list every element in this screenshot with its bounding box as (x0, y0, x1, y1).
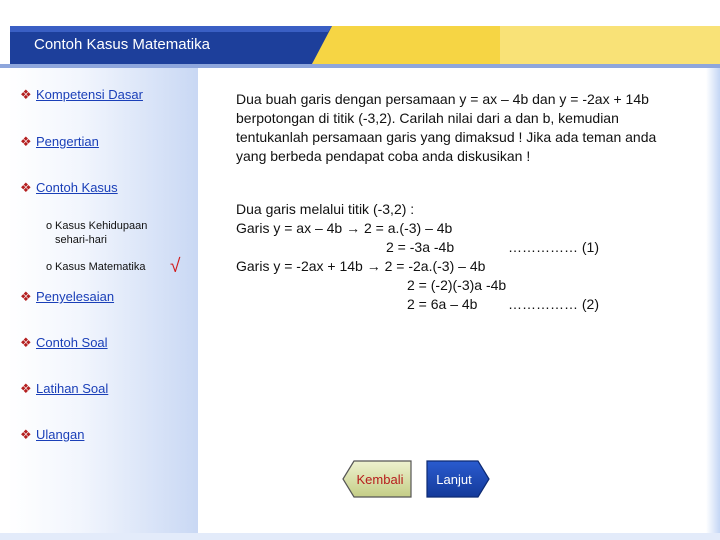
page-title: Contoh Kasus Matematika (34, 36, 210, 53)
back-button[interactable] (342, 460, 412, 498)
nav-ulangan[interactable] (20, 427, 84, 443)
header-bar (0, 0, 720, 68)
diamond-bullet-icon: ❖ (20, 381, 32, 396)
nav-label: Latihan Soal (36, 381, 109, 396)
header-graphic (0, 0, 720, 68)
circle-bullet-icon: o (46, 261, 53, 273)
subnav-label-line2: sehari-hari (55, 234, 107, 246)
diamond-bullet-icon: ❖ (20, 427, 32, 442)
nav-penyelesaian[interactable] (20, 289, 114, 305)
nav-contoh-soal[interactable] (20, 335, 108, 351)
nav-label: Pengertian (36, 134, 99, 149)
solution-line: 2 = (-2)(-3)a -4b (407, 277, 507, 293)
nav-label: Kompetensi Dasar (36, 87, 143, 102)
nav-contoh-kasus[interactable] (20, 180, 118, 196)
nav-label: Ulangan (36, 427, 85, 442)
subnav-label: Kasus Kehidupaan (55, 220, 148, 232)
nav-pengertian[interactable] (20, 134, 99, 150)
solution-line: Dua garis melalui titik (-3,2) : (236, 201, 415, 217)
solution-line: 2 = 6a – 4b (407, 296, 478, 312)
diamond-bullet-icon: ❖ (20, 134, 32, 149)
nav-label: Contoh Kasus (36, 180, 118, 195)
next-button[interactable] (426, 460, 490, 498)
circle-bullet-icon: o (46, 220, 53, 232)
solution-equation-number: …………… (2) (508, 296, 599, 312)
subnav-kasus-kehidupan[interactable] (46, 219, 147, 247)
next-label: Lanjut (436, 471, 472, 487)
diamond-bullet-icon: ❖ (20, 180, 32, 195)
nav-kompetensi-dasar[interactable] (20, 87, 143, 103)
back-label: Kembali (356, 471, 404, 487)
bottom-border-stripe (0, 533, 720, 540)
solution-line: Garis y = -2ax + 14b → 2 = -2a.(-3) – 4b (236, 258, 486, 274)
right-border-stripe (706, 68, 720, 540)
solution-line: 2 = -3a -4b (386, 239, 455, 255)
nav-label: Penyelesaian (36, 289, 115, 304)
nav-latihan-soal[interactable] (20, 381, 108, 397)
problem-paragraph: Dua buah garis dengan persamaan y = ax – 4b dan y = -2ax + 14b berpotongan di titik (-3,2). Carilah nilai dari a dan b, kemudian tentukanlah persamaan garis yang dimaksud ! Jika ada teman anda yang berbeda pendapat coba anda diskusikan ! (236, 91, 657, 164)
diamond-bullet-icon: ❖ (20, 335, 32, 350)
solution-equation-number: …………… (1) (508, 239, 599, 255)
diamond-bullet-icon: ❖ (20, 289, 32, 304)
diamond-bullet-icon: ❖ (20, 87, 32, 102)
checkmark-icon: √ (170, 256, 181, 277)
nav-label: Contoh Soal (36, 335, 108, 350)
solution-line: Garis y = ax – 4b → 2 = a.(-3) – 4b (236, 220, 453, 236)
subnav-label: Kasus Matematika (55, 261, 146, 273)
subnav-kasus-matematika[interactable] (46, 260, 145, 274)
